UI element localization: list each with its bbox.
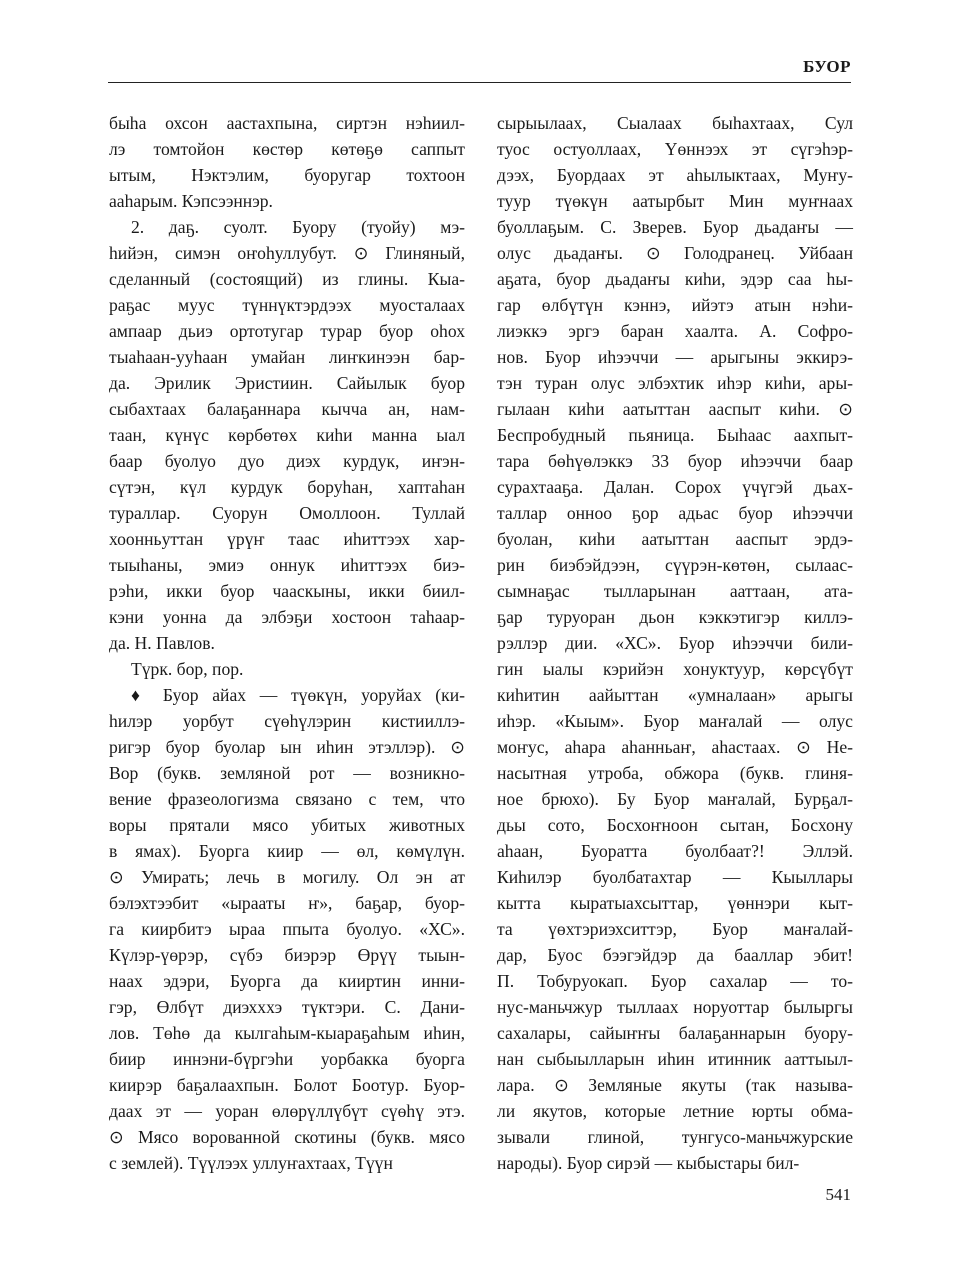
text-line: да. Н. Павлов. xyxy=(109,633,215,653)
text-line: нан сыбыылларын иһин итинник ааттыыл- xyxy=(497,1049,853,1069)
text-line: сүтэн, күл курдук боруһан, хаптаһан xyxy=(109,477,465,497)
text-line: туос остуоллаах, Үөннээх эт сүгэһэр- xyxy=(497,139,853,159)
text-line: насытная утроба, обжора (букв. глиня- xyxy=(497,763,853,783)
text-line: ♦ Буор айах — түөкүн, уоруйах (ки- xyxy=(131,685,465,705)
left-column xyxy=(109,110,465,1176)
text-line: народы). Буор сирэй — кыбыстары бил- xyxy=(497,1153,800,1173)
text-line: тара бөһүөлэккэ 33 буор иһээччи баар xyxy=(497,451,853,471)
text-line: тэн туран олус элбэхтик иһэр киһи, ары- xyxy=(497,373,853,393)
text-line: нов. Буор иһээччи — арыгыны эккирэ- xyxy=(497,347,853,367)
text-line: лэ томтойон көстөр көтөҕө саппыт xyxy=(109,139,465,159)
text-line: Беспробудный пьяница. Быһаас аахпыт- xyxy=(497,425,853,445)
text-line: бэлэхтээбит «ырааты ҥ», баҕар, буор- xyxy=(109,893,465,913)
text-line: биир иннэни-бүргэһи уорбакка буорга xyxy=(109,1049,465,1069)
text-line: 2. даҕ. суолт. Буору (туойу) мэ- xyxy=(131,217,465,237)
text-line: наах эдэри, Буорга да кииртин инни- xyxy=(109,971,465,991)
text-line: да. Эрилик Эристиин. Сайылык буор xyxy=(109,373,465,393)
text-line: воры прятали мясо убитых животных xyxy=(109,815,465,835)
text-line: аһаан, Буоратта буолбаат?! Эллэй. xyxy=(497,841,853,861)
text-line: иһэр. «Кыым». Буор маҥалай — олус xyxy=(497,711,853,731)
text-line: в ямах). Буорга киир — өл, көмүлүн. xyxy=(109,841,465,861)
text-line: тураллар. Суорун Омоллоон. Туллай xyxy=(109,503,465,523)
text-line: тыаһаан-ууһаан умайан лиҥкинээн бар- xyxy=(109,347,465,367)
text-line: һилэр уорбут сүөһүлэрин кистииллэ- xyxy=(109,711,465,731)
running-head: БУОР xyxy=(803,57,851,76)
text-line: рэллэр дии. «ХС». Буор иһээччи били- xyxy=(497,633,853,653)
text-line: гар өлбүтүн кэннэ, ийэтэ атын нэһи- xyxy=(497,295,853,315)
text-line: ли якутов, которые летние юрты обма- xyxy=(497,1101,853,1121)
text-line: гылаан киһи аатыттан ааспыт киһи. ⊙ xyxy=(497,399,853,419)
text-line: һийэн, симэн оҥоһуллубут. ⊙ Глиняный, xyxy=(109,243,465,263)
text-line: Күлэр-үөрэр, сүбэ биэрэр Өрүү тыын- xyxy=(109,945,465,965)
text-line: туур түөкүн аатырбыт Мин муҥнаах xyxy=(497,191,853,211)
text-line: рин биэбэйдээн, сүүрэн-көтөн, сылаас- xyxy=(497,555,853,575)
text-line: с землей). Түүлээх уллуҥахтаах, Түүн xyxy=(109,1153,393,1173)
text-line: та үөхтэриэхситтэр, Буор маҥалай- xyxy=(497,919,853,939)
text-line: гин ыалы кэрийэн хонуктуур, көрсүбүт xyxy=(497,659,853,679)
text-line: быһа охсон аастахпына, сиртэн нэһиил- xyxy=(109,113,465,133)
text-line: таллар онноо ҕор адьас буор иһээччи xyxy=(497,503,853,523)
text-line: раҕас муус түннүктэрдээх муосталаах xyxy=(109,295,465,315)
text-line: П. Тобуруокап. Буор сахалар — то- xyxy=(497,971,853,991)
text-line: зывали глиной, тунгусо-маньчжурские xyxy=(497,1127,853,1147)
text-line: ⊙ Мясо ворованной скотины (букв. мясо xyxy=(109,1127,465,1147)
header-rule xyxy=(108,82,851,83)
text-line: лов. Төһө да кылгаһым-кыараҕаһым иһин, xyxy=(109,1023,465,1043)
text-line: сымнаҕас тылларынан ааттаан, ата- xyxy=(497,581,853,601)
text-line: ампаар дьиэ ортотугар турар буор оһох xyxy=(109,321,465,341)
text-line: тыыһаны, эмиэ оннук иһиттээх биэ- xyxy=(109,555,465,575)
text-line: кэни уонна да элбэҕи хостоон таһаар- xyxy=(109,607,465,627)
text-line: аҕата, буор дьадаҥы киһи, эдэр саа һы- xyxy=(497,269,853,289)
text-line: ҕар туруоран дьон кэккэтигэр киллэ- xyxy=(497,607,853,627)
text-line: сырыылаах, Сыалаах быһахтаах, Сул xyxy=(497,113,853,133)
text-line: сурахтааҕа. Далан. Сорох үчүгэй дьах- xyxy=(497,477,853,497)
text-line: буолан, киһи аатыттан ааспыт эрдэ- xyxy=(497,529,853,549)
text-line: сделанный (состоящий) из глины. Кыа- xyxy=(109,269,465,289)
text-line: Вор (букв. земляной рот — возникно- xyxy=(109,763,465,783)
text-line: баар буолуо дуо диэх курдук, иҥэн- xyxy=(109,451,465,471)
text-line: моҥус, аһара аһанньаҥ, аһастаах. ⊙ Не- xyxy=(497,737,853,757)
text-line: сахалары, сайыҥҥы балаҕаннарын буору- xyxy=(497,1023,853,1043)
text-line: вение фразеологизма связано с тем, что xyxy=(109,789,465,809)
text-line: ное брюхо). Бу Буор маҥалай, Бурҕал- xyxy=(497,789,853,809)
text-line: Түрк. бор, пор. xyxy=(131,659,244,679)
text-line: лара. ⊙ Земляные якуты (так называ- xyxy=(497,1075,853,1095)
text-line: ытым, Нэктэлим, буоругар тохтоон xyxy=(109,165,465,185)
right-column xyxy=(497,110,853,1176)
text-line: сыбахтаах балаҕаннара кычча ан, нам- xyxy=(109,399,465,419)
text-line: дар, Буос бээгэйдэр да бааллар эбит! xyxy=(497,945,853,965)
text-line: ааһарым. Кэпсээннэр. xyxy=(109,191,273,211)
text-line: дээх, Буордаах эт аһылыктаах, Муҥу- xyxy=(497,165,853,185)
text-line: дьы сото, Босхоҥноон сытан, Босхону xyxy=(497,815,853,835)
page-number: 541 xyxy=(825,1185,851,1204)
text-line: гэр, Өлбүт диэхххэ түктэри. С. Дани- xyxy=(109,997,465,1017)
text-line: даах эт — уоран өлөрүллүбүт сүөһү этэ. xyxy=(109,1101,465,1121)
text-line: хоонньуттан үрүҥ таас иһиттээх хар- xyxy=(109,529,465,549)
text-line: га киирбитэ ыраа ппыта буолуо. «ХС». xyxy=(109,919,465,939)
text-line: киирэр баҕалаахпын. Болот Боотур. Буор- xyxy=(109,1075,465,1095)
text-line: нус-маньчжур тыллаах норуоттар былыргы xyxy=(497,997,853,1017)
text-line: ⊙ Умирать; лечь в могилу. Ол эн ат xyxy=(109,867,465,887)
text-line: Киһилэр буолбатахтар — Кыыллары xyxy=(497,867,853,887)
text-line: лиэккэ эргэ баран хаалта. А. Софро- xyxy=(497,321,853,341)
text-line: буоллаҕым. С. Зверев. Буор дьадаҥы — xyxy=(497,217,853,237)
text-line: ригэр буор буолар ын иһин этэллэр). ⊙ xyxy=(109,737,465,757)
text-line: таан, күнүс көрбөтөх киһи манна ыал xyxy=(109,425,465,445)
text-line: киһитин аайыттан «умналаан» арыгы xyxy=(497,685,853,705)
text-line: олус дьадаҥы. ⊙ Голодранец. Уйбаан xyxy=(497,243,853,263)
text-line: кытта кыратыахсыттар, үөннэри кыт- xyxy=(497,893,853,913)
text-line: рэһи, икки буор чааскыны, икки биил- xyxy=(109,581,465,601)
